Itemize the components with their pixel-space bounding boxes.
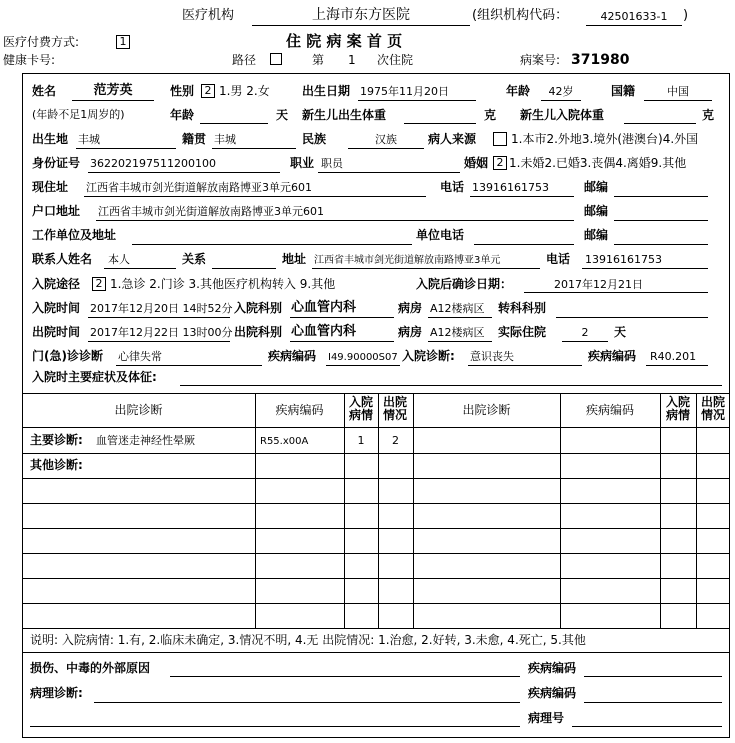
source-box[interactable] [493,132,507,146]
postcode-underline [614,196,708,197]
table-line [696,393,697,628]
table-line [22,453,730,454]
visit-suffix: 次住院 [377,53,414,67]
case-no-label: 病案号: [520,53,561,67]
id-label: 身份证号 [32,156,81,170]
native-label: 籍贯 [182,132,207,146]
admit-dx-underline [468,365,582,366]
newborn-birth-weight-label: 新生儿出生体重 [302,108,387,122]
pathology-no-label: 病理号 [528,711,565,725]
symptoms-label: 入院时主要症状及体征: [32,370,157,384]
injury-label: 损伤、中毒的外部原因 [30,661,151,675]
discharge-dept-label: 出院科别 [234,325,283,339]
household-addr-value: 江西省丰城市剑光街道解放南路博亚3单元601 [98,205,324,218]
pathology-underline [94,702,520,703]
contact-addr-value: 江西省丰城市剑光街道解放南路博亚3单元 [314,255,501,266]
source-options: 1.本市2.外地3.境外(港澳台)4.外国 [511,132,699,146]
payment-box[interactable]: 1 [116,35,130,49]
postcode-label-2: 邮编 [584,204,609,218]
occupation-underline [318,172,460,173]
route-label: 入院途径 [32,277,81,291]
native-value: 丰城 [214,133,236,146]
institution-label: 医疗机构 [182,8,235,23]
header-admit-condition: 入院病情 [348,395,373,422]
ethnicity-value: 汉族 [375,133,397,146]
org-code-underline [586,25,682,26]
stay-days: 2 [581,326,589,339]
name-label: 姓名 [32,84,57,98]
main-dx-code: R55.x00A [260,436,309,447]
birthplace-value: 丰城 [78,133,100,146]
visit-prefix: 第 [312,53,325,67]
stay-label: 实际住院 [498,325,547,339]
symptoms-underline [180,385,722,386]
pathology-underline-2 [30,726,520,727]
id-value: 362202197511200100 [90,157,216,170]
institution-underline [252,25,470,26]
table-line [22,503,730,504]
payment-label: 医疗付费方式: [3,35,80,49]
opd-code-value: I49.90000S07 [328,352,398,363]
header-disease-code-2: 疾病编码 [585,403,634,417]
contact-phone-underline [582,268,708,269]
phone-value: 13916161753 [472,181,549,194]
admit-time-underline [88,317,230,318]
table-line [255,393,256,628]
newborn-admit-weight-label: 新生儿入院体重 [520,108,605,122]
header-discharge-dx-2: 出院诊断 [462,403,511,417]
header-discharge-dx: 出院诊断 [114,403,163,417]
org-code-value: 42501633-1 [600,10,668,23]
header-discharge-condition-2: 出院情况 [700,395,725,422]
infant-age-label: (年龄不足1周岁的) [32,108,125,121]
main-dx-discharge-condition: 2 [392,434,399,447]
contact-phone-label: 电话 [546,252,571,266]
health-card-label: 健康卡号: [3,53,56,67]
pathology-code-underline [584,702,722,703]
postcode-underline-2 [614,220,708,221]
discharge-ward-underline [428,341,492,342]
table-line [22,478,730,479]
admit-ward-value: A12楼病区 [430,302,485,315]
table-line [22,628,730,629]
table-line [22,393,730,394]
birth-value: 1975年11月20日 [360,85,449,98]
current-addr-value: 江西省丰城市剑光街道解放南路博亚3单元601 [86,181,312,194]
work-phone-underline [474,244,574,245]
contact-addr-underline [312,268,540,269]
table-line [413,393,414,628]
sex-box[interactable]: 2 [201,84,215,98]
infant-age-underline [200,123,268,124]
source-label: 病人来源 [428,132,477,146]
org-code-label: (组织机构代码： [472,8,569,23]
condition-legend: 说明: 入院病情: 1.有, 2.临床未确定, 3.情况不明, 4.无 出院情况: 1.治愈, 2.好转, 3.未愈, 4.死亡, 5.其他 [30,633,586,647]
injury-code-underline [584,676,722,677]
gram-unit-2: 克 [702,108,715,122]
transfer-label: 转科科别 [498,301,547,315]
admit-dept-value: 心血管内科 [291,300,357,315]
infant-age-unit-label: 年龄 [170,108,195,122]
org-code-close: ) [683,8,689,23]
transfer-underline [556,317,708,318]
case-no-value: 371980 [571,52,630,68]
admit-time-value: 2017年12月20日 14时52分 [90,302,233,315]
birth-label: 出生日期 [302,84,351,98]
table-line [22,528,730,529]
opd-dx-value: 心律失常 [118,350,162,363]
household-addr-underline [96,220,574,221]
marital-box[interactable]: 2 [493,156,507,170]
occupation-value: 职员 [321,157,343,170]
admit-ward-underline [428,317,492,318]
discharge-time-underline [88,341,230,342]
discharge-dept-underline [290,341,394,342]
day-unit: 天 [276,108,289,122]
gram-unit: 克 [484,108,497,122]
table-line [378,393,379,628]
age-label: 年龄 [506,84,531,98]
newborn-birth-weight-underline [404,123,476,124]
discharge-ward-value: A12楼病区 [430,326,485,339]
injury-underline [170,676,520,677]
disease-code-label-2: 疾病编码 [588,349,637,363]
nationality-underline [644,100,712,101]
main-dx-admit-condition: 1 [357,434,365,447]
header-admit-condition-2: 入院病情 [665,395,690,422]
birthplace-underline [76,148,176,149]
main-dx-label: 主要诊断: [30,433,83,447]
admit-dx-value: 意识丧失 [470,350,514,363]
sex-label: 性别 [170,84,195,98]
occupation-label: 职业 [290,156,315,170]
header-disease-code: 疾病编码 [275,403,324,417]
contact-phone-value: 13916161753 [585,253,662,266]
main-dx-value: 血管迷走神经性晕厥 [96,434,195,447]
nationality-label: 国籍 [611,84,636,98]
visit-count: 1 [348,53,356,67]
work-underline [132,244,412,245]
pathology-no-underline [572,726,722,727]
newborn-admit-weight-underline [624,123,696,124]
ethnicity-underline [348,148,424,149]
page-title: 住 院 病 案 首 页 [286,32,403,50]
postcode-label: 邮编 [584,180,609,194]
phone-underline [470,196,574,197]
work-label: 工作单位及地址 [32,228,117,242]
age-value: 42岁 [548,85,574,98]
marital-label: 婚姻 [464,156,489,170]
marital-options: 1.未婚2.已婚3.丧偶4.离婚9.其他 [509,156,687,170]
work-phone-label: 单位电话 [416,228,465,242]
confirm-label: 入院后确诊日期： [416,277,513,291]
birthplace-label: 出生地 [32,132,69,146]
name-value: 范芳英 [93,83,133,98]
phone-label: 电话 [440,180,465,194]
pathway-checkbox[interactable] [270,53,282,65]
contact-name-underline [104,268,176,269]
table-line [22,553,730,554]
relation-label: 关系 [182,252,207,266]
stay-underline [562,341,608,342]
admit-dept-label: 入院科别 [234,301,283,315]
ward-label: 病房 [398,301,423,315]
table-line [344,393,345,628]
postcode-label-3: 邮编 [584,228,609,242]
table-line [22,603,730,604]
admit-code-underline [646,365,708,366]
injury-code-label: 疾病编码 [528,661,577,675]
current-addr-label: 现住址 [32,180,69,194]
table-line [560,393,561,628]
postcode-underline-3 [614,244,708,245]
institution-name: 上海市东方医院 [312,7,410,23]
table-line [22,578,730,579]
opd-dx-underline [116,365,262,366]
header-discharge-condition: 出院情况 [382,395,407,422]
admit-dept-underline [290,317,394,318]
name-underline [72,100,154,101]
relation-underline [212,268,276,269]
table-line [22,427,730,428]
discharge-dept-value: 心血管内科 [291,324,357,339]
ethnicity-label: 民族 [302,132,327,146]
stay-unit: 天 [614,325,627,339]
contact-label: 联系人姓名 [32,252,93,266]
disease-code-label: 疾病编码 [268,349,317,363]
ward-label-2: 病房 [398,325,423,339]
route-box[interactable]: 2 [92,277,106,291]
admit-code-value: R40.201 [650,350,697,363]
sex-options: 1.男 2.女 [219,84,270,98]
id-underline [88,172,280,173]
admit-dx-label: 入院诊断: [402,349,455,363]
opd-code-underline [326,365,400,366]
other-dx-label: 其他诊断: [30,458,83,472]
age-underline [541,100,581,101]
confirm-underline [524,292,708,293]
household-addr-label: 户口地址 [32,204,81,218]
native-underline [212,148,296,149]
birth-underline [358,100,476,101]
route-options: 1.急诊 2.门诊 3.其他医疗机构转入 9.其他 [110,277,336,291]
current-addr-underline [84,196,426,197]
discharge-time-value: 2017年12月22日 13时00分 [90,326,233,339]
pathology-label: 病理诊断: [30,686,83,700]
pathway-label: 路径 [232,53,257,67]
contact-name-value: 本人 [108,253,130,266]
contact-addr-label: 地址 [282,252,307,266]
discharge-time-label: 出院时间 [32,325,81,339]
admit-time-label: 入院时间 [32,301,81,315]
table-line [660,393,661,628]
section-divider [22,652,730,653]
pathology-code-label: 疾病编码 [528,686,577,700]
nationality-value: 中国 [667,85,689,98]
opd-dx-label: 门(急)诊诊断 [32,349,103,363]
confirm-date: 2017年12月21日 [554,278,643,291]
